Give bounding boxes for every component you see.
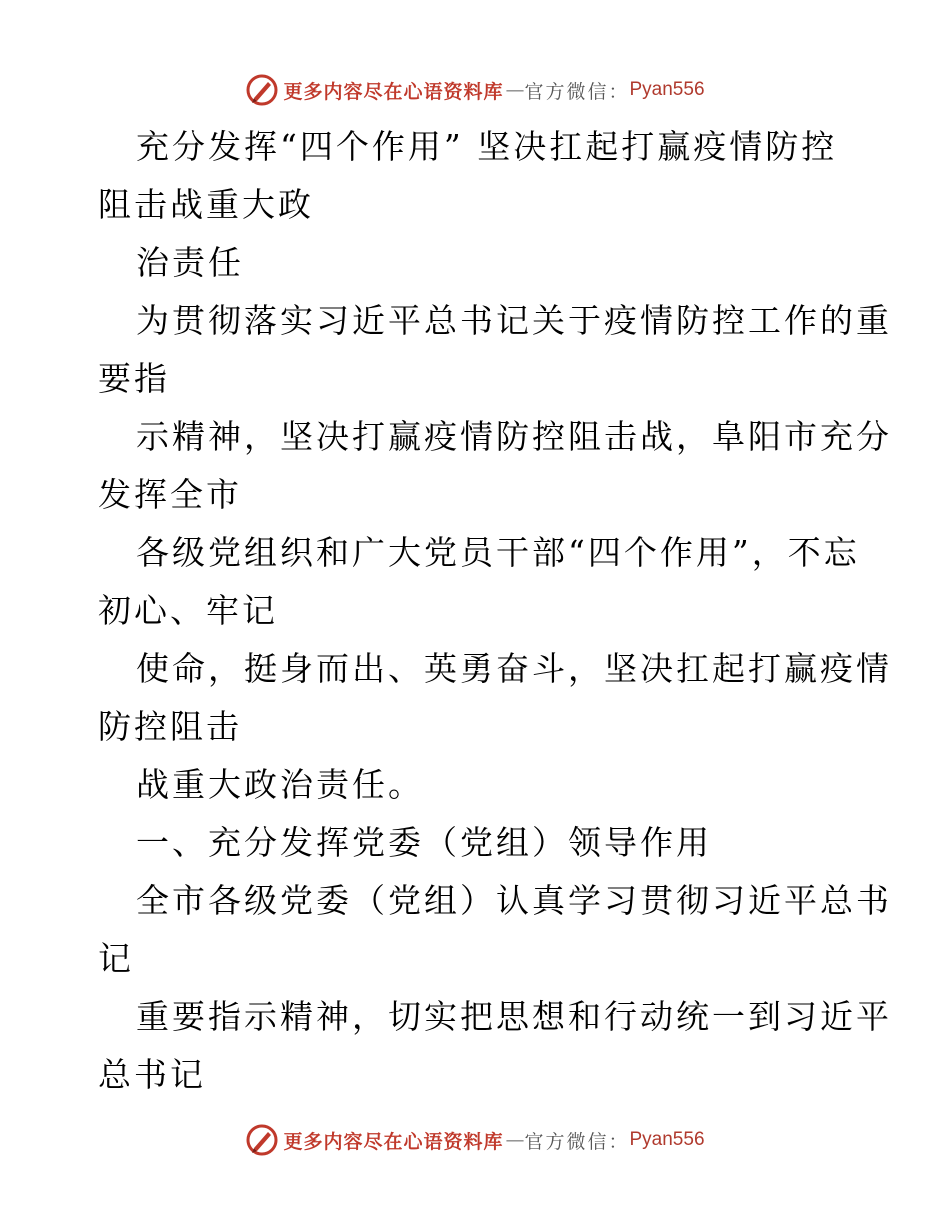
watermark-wechat-label: 官方微信： — [524, 80, 630, 103]
text-line: 初心、牢记 — [98, 591, 278, 630]
text-line: 为贯彻落实习近平总书记关于疫情防控工作的重 — [136, 301, 892, 340]
watermark-site: 更多内容尽在心语资料库 — [283, 1130, 504, 1153]
pen-logo-icon — [245, 1123, 279, 1157]
text-line: 治责任 — [136, 243, 244, 282]
text-line: 防控阻击 — [98, 707, 242, 746]
text-line: 一、充分发挥党委（党组）领导作用 — [136, 823, 712, 862]
text-line: 充分发挥“四个作用” 坚决扛起打赢疫情防控 — [136, 127, 838, 166]
watermark-dash: — — [505, 79, 523, 101]
document-body — [98, 118, 892, 1104]
text-line: 全市各级党委（党组）认真学习贯彻习近平总书 — [136, 881, 892, 920]
pen-logo-icon — [245, 73, 279, 107]
text-line: 使命，挺身而出、英勇奋斗，坚决扛起打赢疫情 — [136, 649, 892, 688]
text-line: 发挥全市 — [98, 475, 242, 514]
text-line: 总书记 — [98, 1055, 206, 1094]
text-line: 战重大政治责任。 — [136, 765, 424, 804]
watermark-wechat-label: 官方微信： — [524, 1130, 630, 1153]
watermark-dash: — — [505, 1129, 523, 1151]
watermark-header — [0, 70, 950, 110]
text-line: 阻击战重大政 — [98, 185, 314, 224]
watermark-wechat-id: Pyan556 — [629, 1129, 705, 1150]
watermark-footer — [0, 1120, 950, 1160]
text-line: 要指 — [98, 359, 170, 398]
text-line: 各级党组织和广大党员干部“四个作用”，不忘 — [136, 533, 860, 572]
watermark-site: 更多内容尽在心语资料库 — [283, 80, 504, 103]
text-line: 记 — [98, 939, 134, 978]
text-line: 示精神，坚决打赢疫情防控阻击战，阜阳市充分 — [136, 417, 892, 456]
text-line: 重要指示精神，切实把思想和行动统一到习近平 — [136, 997, 892, 1036]
watermark-wechat-id: Pyan556 — [629, 79, 705, 100]
